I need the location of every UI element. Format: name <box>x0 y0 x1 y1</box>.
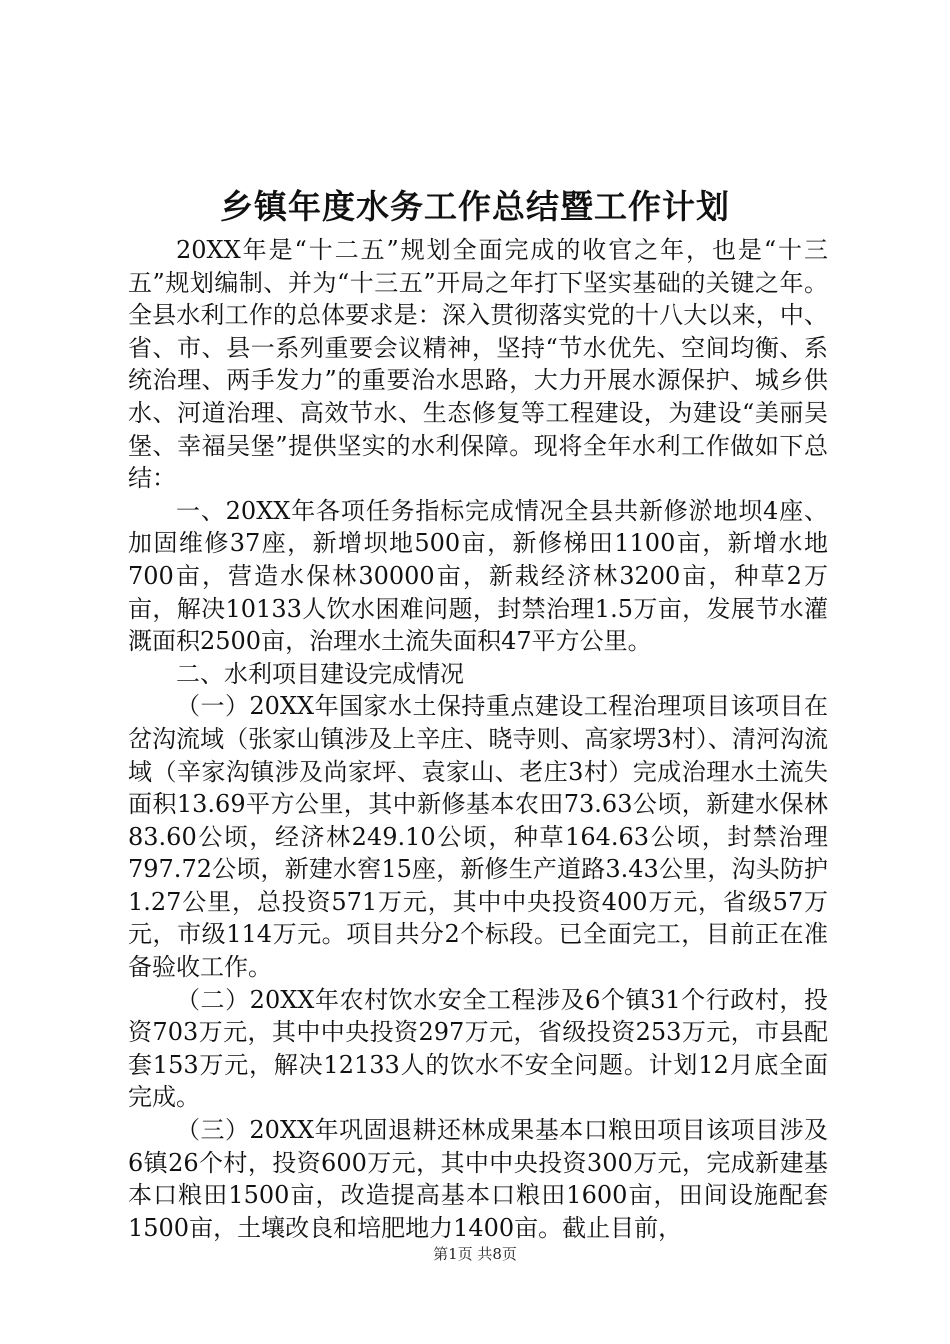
page-number-footer: 第1页 共8页 <box>433 1245 517 1263</box>
paragraph-section-2-heading: 二、水利项目建设完成情况 <box>176 659 464 688</box>
document-title: 乡镇年度水务工作总结暨工作计划 <box>220 187 730 226</box>
paragraph-intro: 20XX年是“十二五”规划全面完成的收官之年，也是“十三五”规划编制、并为“十三五”开局之年打下坚实基础的关键之年。全县水利工作的总体要求是：深入贯彻落实党的十八大以来，中、省、市、县一系列重要会议精神，坚持“节水优先、空间均衡、系统治理、两手发力”的重要治水思路，大力开展水源保护、城乡供水、河道治理、高效节水、生态修复等工程建设，为建设“美丽吴堡、幸福吴堡”提供坚实的水利保障。现将全年水利工作做如下总结： <box>128 236 828 493</box>
paragraph-section-1: 一、20XX年各项任务指标完成情况全县共新修淤地坝4座、加固维修37座，新增坝地500亩，新修梯田1100亩，新增水地700亩，营造水保林30000亩，新栽经济林3200亩，种草2万亩，解决10133人饮水困难问题，封禁治理1.5万亩，发展节水灌溉面积2500亩，治理水土流失面积47平方公里。 <box>128 496 828 656</box>
paragraph-item-1: （一）20XX年国家水土保持重点建设工程治理项目该项目在岔沟流域（张家山镇涉及上辛庄、晓寺则、高家塄3村）、清河沟流域（辛家沟镇涉及尚家坪、袁家山、老庄3村）完成治理水土流失面积13.69平方公里，其中新修基本农田73.63公顷，新建水保林83.60公顷，经济林249.10公顷，种草164.63公顷，封禁治理797.72公顷，新建水窖15座，新修生产道路3.43公里，沟头防护1.27公里，总投资571万元，其中中央投资400万元，省级57万元，市级114万元。项目共分2个标段。已全面完工，目前正在准备验收工作。 <box>128 692 828 982</box>
paragraph-item-2: （二）20XX年农村饮水安全工程涉及6个镇31个行政村，投资703万元，其中中央投资297万元，省级投资253万元，市县配套153万元，解决12133人的饮水不安全问题。计划12月底全面完成。 <box>128 985 828 1112</box>
paragraph-item-3: （三）20XX年巩固退耕还林成果基本口粮田项目该项目涉及6镇26个村，投资600万元，其中中央投资300万元，完成新建基本口粮田1500亩，改造提高基本口粮田1600亩，田间设施配套1500亩，土壤改良和培肥地力1400亩。截止目前， <box>128 1116 828 1242</box>
document-body <box>128 234 828 1244</box>
